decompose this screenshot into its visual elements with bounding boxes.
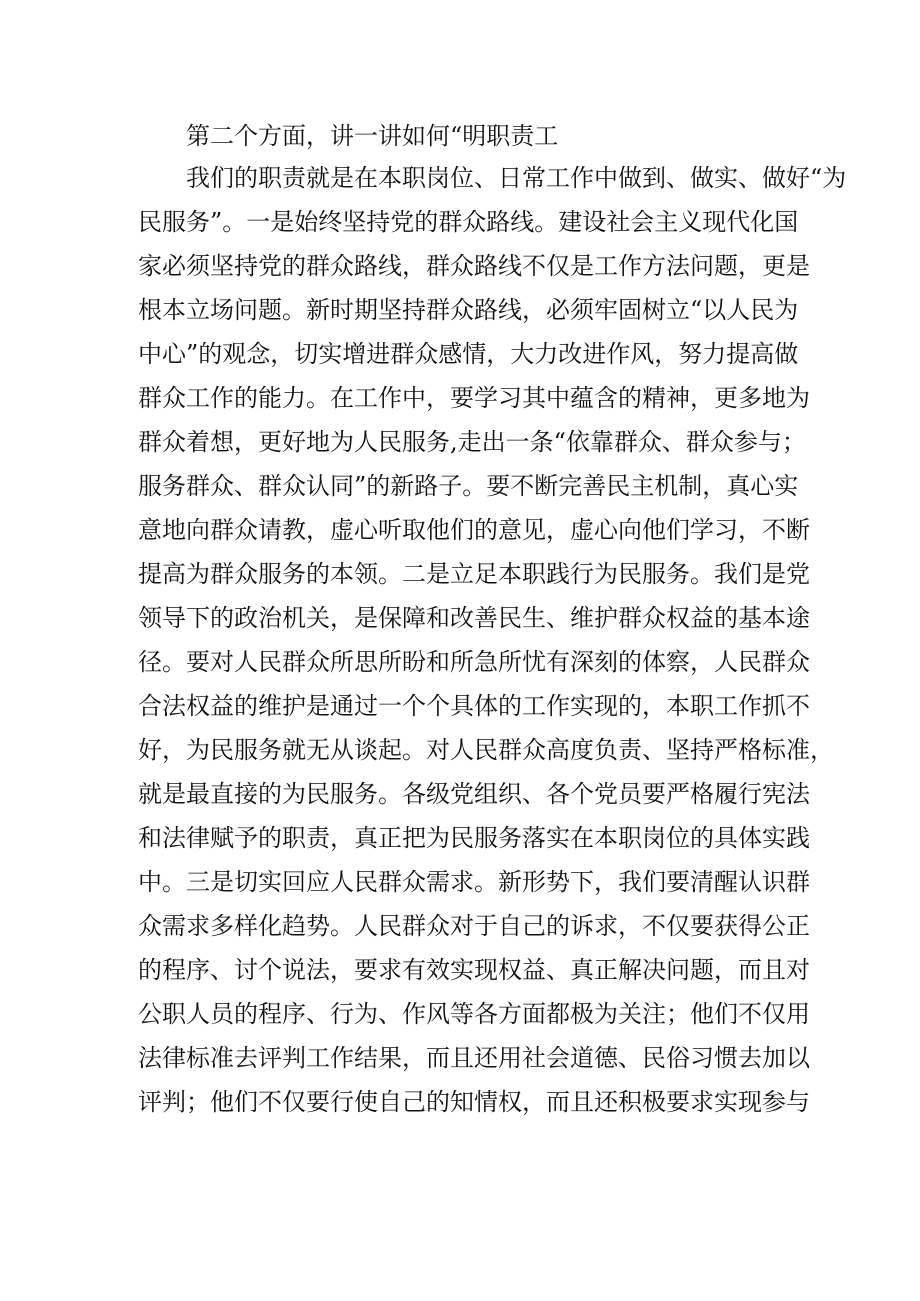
paragraph-line: 服务群众、群众认同”的新路子。要不断完善民主机制，真心实 — [138, 472, 799, 500]
paragraph-line: 好，为民服务就无从谈起。对人民群众高度负责、坚持严格标准， — [138, 736, 834, 764]
paragraph-line: 我们的职责就是在本职岗位、日常工作中做到、做实、做好“为 — [186, 164, 847, 192]
paragraph-line: 众需求多样化趋势。人民群众对于自己的诉求，不仅要获得公正 — [138, 912, 810, 940]
paragraph-line: 提高为群众服务的本领。二是立足本职践行为民服务。我们是党 — [138, 560, 810, 588]
paragraph-line: 群众着想，更好地为人民服务,走出一条“依靠群众、群众参与； — [138, 428, 806, 456]
paragraph-line: 意地向群众请教，虚心听取他们的意见，虚心向他们学习，不断 — [138, 516, 810, 544]
paragraph-line: 中。三是切实回应人民群众需求。新形势下，我们要清醒认识群 — [138, 868, 810, 896]
paragraph-line: 法律标准去评判工作结果，而且还用社会道德、民俗习惯去加以 — [138, 1044, 810, 1072]
paragraph-line: 家必须坚持党的群众路线，群众路线不仅是工作方法问题，更是 — [138, 252, 810, 280]
paragraph-line: 群众工作的能力。在工作中，要学习其中蕴含的精神，更多地为 — [138, 384, 810, 412]
paragraph-line: 和法律赋予的职责，真正把为民服务落实在本职岗位的具体实践 — [138, 824, 810, 852]
section-heading: 第二个方面，讲一讲如何“明职责工 — [186, 122, 559, 150]
paragraph-line: 根本立场问题。新时期坚持群众路线，必须牢固树立“以人民为 — [138, 296, 799, 324]
paragraph-line: 民服务”。一是始终坚持党的群众路线。建设社会主义现代化国 — [138, 208, 799, 236]
paragraph-line: 就是最直接的为民服务。各级党组织、各个党员要严格履行宪法 — [138, 780, 810, 808]
paragraph-line: 合法权益的维护是通过一个个具体的工作实现的，本职工作抓不 — [138, 692, 810, 720]
paragraph-line: 评判；他们不仅要行使自己的知情权，而且还积极要求实现参与 — [138, 1088, 810, 1116]
paragraph-line: 中心”的观念，切实增进群众感情，大力改进作风，努力提高做 — [138, 340, 799, 368]
paragraph-line: 公职人员的程序、行为、作风等各方面都极为关注；他们不仅用 — [138, 1000, 810, 1028]
paragraph-line: 的程序、讨个说法，要求有效实现权益、真正解决问题，而且对 — [138, 956, 810, 984]
paragraph-line: 领导下的政治机关，是保障和改善民生、维护群众权益的基本途 — [138, 604, 810, 632]
paragraph-line: 径。要对人民群众所思所盼和所急所忧有深刻的体察，人民群众 — [138, 648, 810, 676]
